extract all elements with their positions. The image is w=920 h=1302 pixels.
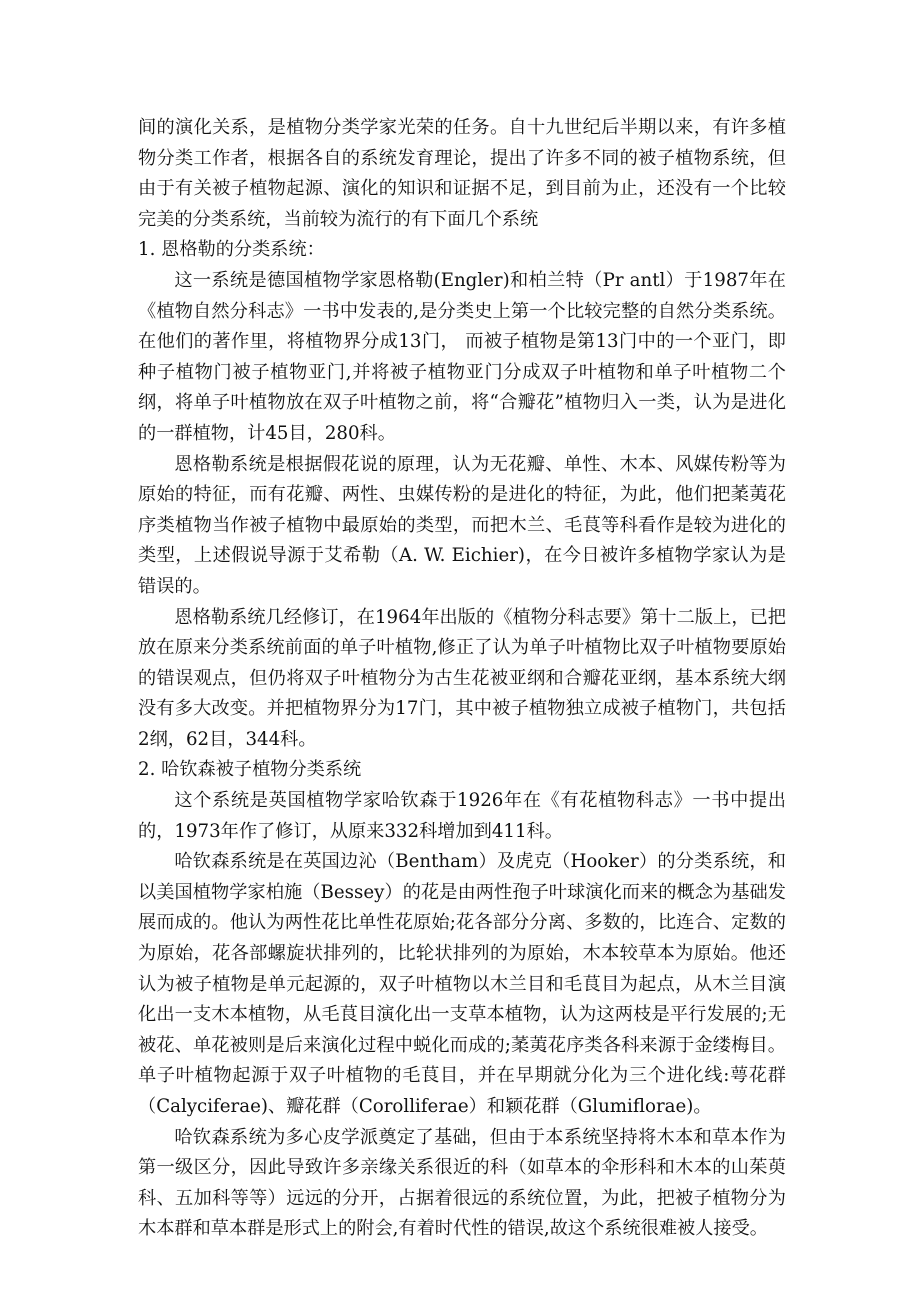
paragraph-intro-continuation: 间的演化关系，是植物分类学家光荣的任务。自十九世纪后半期以来，有许多植物分类工作者，根据各自的系统发育理论，提出了许多不同的被子植物系统，但由于有关被子植物起源、演化的知识和证据不足，到目前为止，还没有一个比较完美的分类系统，当前较为流行的有下面几个系统 <box>138 117 786 230</box>
paragraph-hutchinson-critique: 哈钦森系统为多心皮学派奠定了基础，但由于本系统坚持将木本和草本作为第一级区分，因此导致许多亲缘关系很近的科（如草本的伞形科和木本的山茱萸科、五加科等等）远远的分开，占据着很远的系统位置，为此，把被子植物分为木本群和草本群是形式上的附会,有着时代性的错误,故这个系统很难被人接受。 <box>138 1126 786 1240</box>
paragraph-hutchinson-overview: 这个系统是英国植物学家哈钦森于1926年在《有花植物科志》一书中提出的，1973年作了修订，从原来332科增加到411科。 <box>138 790 786 842</box>
paragraph-hutchinson-principle: 哈钦森系统是在英国边沁（Bentham）及虎克（Hooker）的分类系统，和以美国植物学家柏施（Bessey）的花是由两性孢子叶球演化而来的概念为基础发展而成的。他认为两性花比单性花原始;花各部分分离、多数的，比连合、定数的为原始，花各部螺旋状排列的，比轮状排列的为原始，木本较草本为原始。他还认为被子植物是单元起源的，双子叶植物以木兰目和毛茛目为起点，从木兰目演化出一支木本植物，从毛茛目演化出一支草本植物，认为这两枝是平行发展的;无被花、单花被则是后来演化过程中蜕化而成的;葇荑花序类各科来源于金缕梅目。单子叶植物起源于双子叶植物的毛茛目，并在早期就分化为三个进化线:萼花群（Calyciferae)、瓣花群（Corolliferae）和颖花群（Glumiflorae)。 <box>138 851 786 1117</box>
section-heading-hutchinson: 2. 哈钦森被子植物分类系统 <box>138 759 362 781</box>
paragraph-engler-revision: 恩格勒系统几经修订，在1964年出版的《植物分科志要》第十二版上，已把放在原来分类系统前面的单子叶植物,修正了认为单子叶植物比双子叶植物要原始的错误观点，但仍将双子叶植物分为古生花被亚纲和合瓣花亚纲，基本系统大纲没有多大改变。并把植物界分为17门，其中被子植物独立成被子植物门，共包括2纲，62目，344科。 <box>138 606 786 750</box>
document-body <box>138 113 786 1245</box>
section-heading-engler: 1. 恩格勒的分类系统： <box>138 239 325 261</box>
paragraph-engler-overview: 这一系统是德国植物学家恩格勒(Engler)和柏兰特（Pr antl）于1987年在《植物自然分科志》一书中发表的,是分类史上第一个比较完整的自然分类系统。在他们的著作里，将植物界分成13门， 而被子植物是第13门中的一个亚门，即种子植物门被子植物亚门,并将被子植物亚门分成双子叶植物和单子叶植物二个纲，将单子叶植物放在双子叶植物之前，将“合瓣花”植物归入一类，认为是进化的一群植物，计45目，280科。 <box>138 269 786 444</box>
paragraph-engler-principle: 恩格勒系统是根据假花说的原理，认为无花瓣、单性、木本、风媒传粉等为原始的特征，而有花瓣、两性、虫媒传粉的是进化的特征，为此，他们把葇荑花序类植物当作被子植物中最原始的类型，而把木兰、毛茛等科看作是较为进化的类型，上述假说导源于艾希勒（A. W. Eichier)，在今日被许多植物学家认为是错误的。 <box>138 453 786 597</box>
